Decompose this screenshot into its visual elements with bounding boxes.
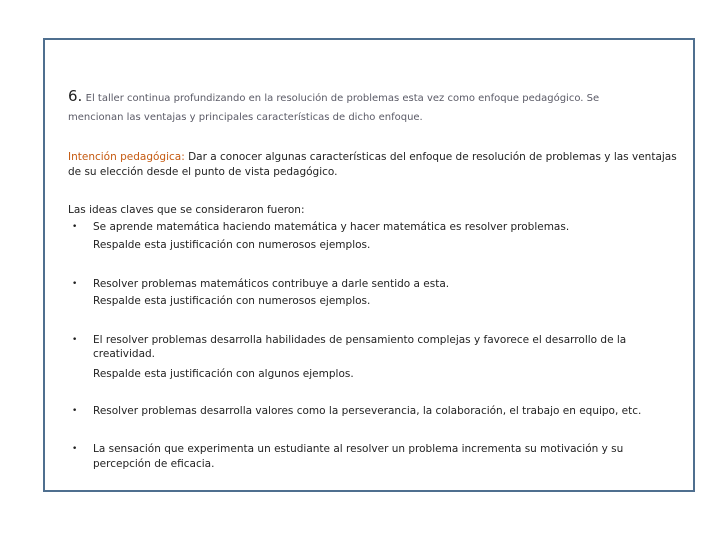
intention-text-2: de su elección desde el punto de vista pedagógico. — [68, 166, 338, 178]
idea-5-line-1: La sensación que experimenta un estudiante al resolver un problema incrementa su motivación y su — [93, 443, 624, 455]
idea-3-line-1: El resolver problemas desarrolla habilidades de pensamiento complejas y favorece el desarrollo de la — [93, 334, 627, 346]
intro-heading — [68, 88, 599, 107]
intention-label: Intención pedagógica: — [68, 151, 185, 163]
bullet-icon: • — [72, 444, 78, 454]
idea-2-line-1: Resolver problemas matemáticos contribuye a darle sentido a esta. — [93, 278, 450, 290]
idea-4-line-1: Resolver problemas desarrolla valores como la perseverancia, la colaboración, el trabajo en equipo, etc. — [93, 405, 642, 417]
idea-1-line-2: Respalde esta justificación con numerosos ejemplos. — [93, 239, 371, 251]
ideas-heading: Las ideas claves que se consideraron fueron: — [68, 204, 305, 216]
bullet-icon: • — [72, 335, 78, 345]
bullet-icon: • — [72, 279, 78, 289]
intro-line-2: mencionan las ventajas y principales características de dicho enfoque. — [68, 112, 423, 123]
idea-3-line-3: Respalde esta justificación con algunos ejemplos. — [93, 368, 354, 380]
idea-1-line-1: Se aprende matemática haciendo matemática y hacer matemática es resolver problemas. — [93, 221, 570, 233]
bullet-icon: • — [72, 406, 78, 416]
intro-line-1: El taller continua profundizando en la resolución de problemas esta vez como enfoque pedagógico. Se — [85, 93, 600, 104]
idea-2-line-2: Respalde esta justificación con numerosos ejemplos. — [93, 295, 371, 307]
intention-paragraph — [68, 149, 677, 165]
idea-3-line-2: creatividad. — [93, 348, 156, 360]
intention-text-1: Dar a conocer algunas características del enfoque de resolución de problemas y las ventajas — [188, 151, 677, 163]
bullet-icon: • — [72, 222, 78, 232]
intro-number: 6. — [68, 87, 83, 105]
idea-5-line-2: percepción de eficacia. — [93, 458, 215, 470]
